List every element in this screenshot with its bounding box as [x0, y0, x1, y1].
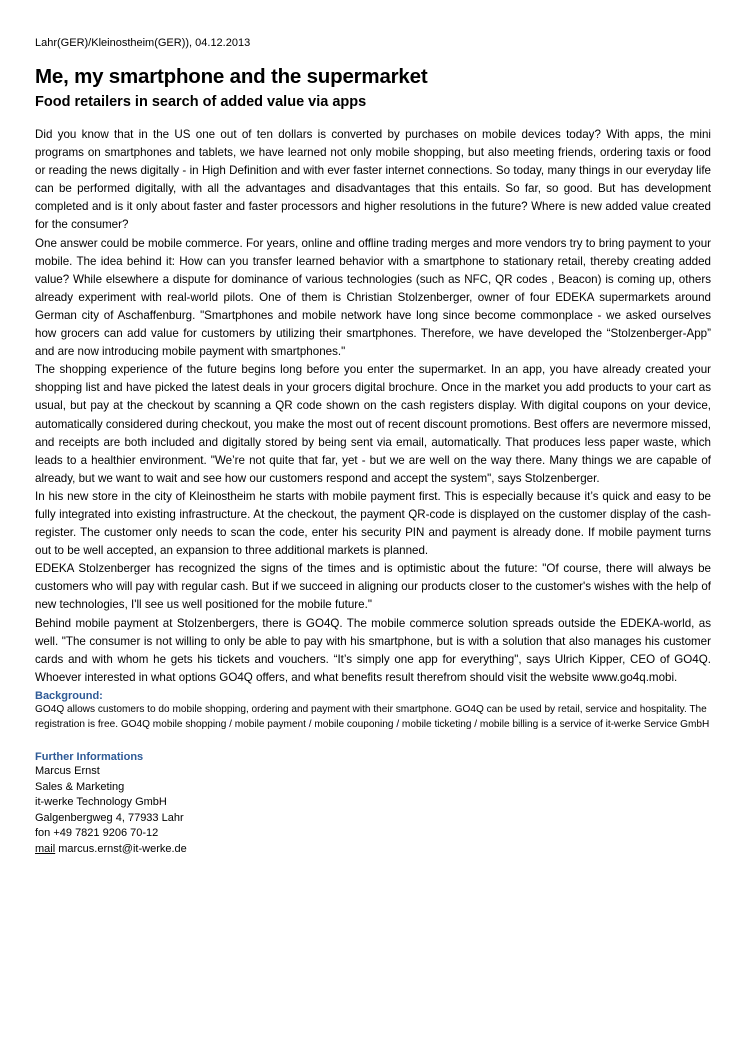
- background-text: GO4Q allows customers to do mobile shopping, ordering and payment with their smartphone. GO4Q can be used by retail, service and hospitality. The registration is free. GO4Q mobile shopping / mobile payment / mobile couponing / mobile ticketing / mobile billing is a service of it-werke Service GmbH: [35, 703, 710, 730]
- body-paragraph-5: EDEKA Stolzenberger has recognized the signs of the times and is optimistic about the future: "Of course, there will always be customers who will pay with regular cash. But if we succeed in aligning our products closer to the customer's wishes with the help of new technologies, I'll see us well positioned for the mobile future.": [35, 562, 711, 612]
- contact-address: Galgenbergweg 4, 77933 Lahr: [35, 811, 184, 824]
- article-body: [35, 126, 711, 687]
- body-paragraph-1: Did you know that in the US one out of ten dollars is converted by purchases on mobile devices today? With apps, the mini programs on smartphones and tablets, we have learned not only mobile shopping, but also meeting friends, ordering taxis or food or reading the news digitally - in High Definition and with ever faster internet connections. So today, many things in our everyday life can be performed digitally, with all the advantages and disadvantages that this entails. So far, so good. But has development completed and is it only about faster and faster processors and higher resolutions in the future? Where is new added value created for the consumer?: [35, 128, 711, 232]
- background-section: [35, 689, 711, 732]
- page-title: Me, my smartphone and the supermarket: [35, 65, 428, 88]
- body-paragraph-3: The shopping experience of the future begins long before you enter the supermarket. In an app, you have already created your shopping list and have picked the latest deals in your grocers digital brochure. Once in the market you add products to your cart as usual, but pay at the checkout by scanning a QR code shown on the cash registers display. With digital coupons on your device, automatically considered during checkout, you make the most out of recent discount promotions. Best offers are nevermore missed, and receipts are both included and digitally stored by being sent via email, automatically. That produces less paper waste, which leads to a healthier environment. "We’re not quite that far, yet - but we are well on the way there. Many things we are capable of already, but we want to wait and see how our customers respond and accept the system", says Stolzenberger.: [35, 363, 711, 485]
- contact-phone: fon +49 7821 9206 70-12: [35, 827, 159, 840]
- contact-heading: Further Informations: [35, 751, 144, 764]
- page-subtitle: Food retailers in search of added value via apps: [35, 94, 367, 110]
- mail-address: marcus.ernst@it-werke.de: [58, 843, 187, 856]
- body-paragraph-4: In his new store in the city of Kleinostheim he starts with mobile payment first. This is especially because it’s quick and easy to be fully integrated into existing infrastructure. At the checkout, the payment QR-code is displayed on the customer display of the cash-register. The customer only needs to scan the code, enter his security PIN and payment is already done. If mobile payment turns out to be well accepted, an expansion to three additional markets is planned.: [35, 489, 711, 558]
- body-paragraph-6: Behind mobile payment at Stolzenbergers, there is GO4Q. The mobile commerce solution spreads outside the EDEKA-world, as well. "The consumer is not willing to only be able to pay with his smartphone, but is with a solution that also manages his customer cards and with whom he gets his tickets and vouchers. “It’s simply one app for everything", says Ulrich Kipper, CEO of GO4Q. Whoever interested in what options GO4Q offers, and what benefits result therefrom should visit the website www.go4q.mobi.: [35, 616, 711, 684]
- background-heading: Background:: [35, 689, 103, 702]
- contact-company: it-werke Technology GmbH: [35, 796, 167, 809]
- dateline: Lahr(GER)/Kleinostheim(GER)), 04.12.2013: [35, 37, 251, 49]
- mail-link[interactable]: mail: [35, 843, 56, 856]
- contact-section: [35, 750, 711, 858]
- contact-mail: [35, 842, 711, 858]
- contact-name: Marcus Ernst: [35, 765, 100, 778]
- press-release-page: [35, 36, 711, 858]
- contact-role: Sales & Marketing: [35, 780, 125, 793]
- body-paragraph-2: One answer could be mobile commerce. For years, online and offline trading merges and more vendors try to bring payment to your mobile. The idea behind it: How can you transfer learned behavior with a smartphone to stationary retail, thereby creating added value? While elsewhere a dispute for dominance of various technologies (such as NFC, QR codes , Beacon) is coming up, others already experiment with real-world pilots. One of them is Christian Stolzenberger, owner of four EDEKA supermarkets around German city of Aschaffenburg. "Smartphones and mobile network have long since become commonplace - we asked ourselves how grocers can add value for customers by utilizing their smartphones. Therefore, we have developed the “Stolzenberger-App” and are now introducing mobile payment with smartphones.": [35, 236, 711, 359]
